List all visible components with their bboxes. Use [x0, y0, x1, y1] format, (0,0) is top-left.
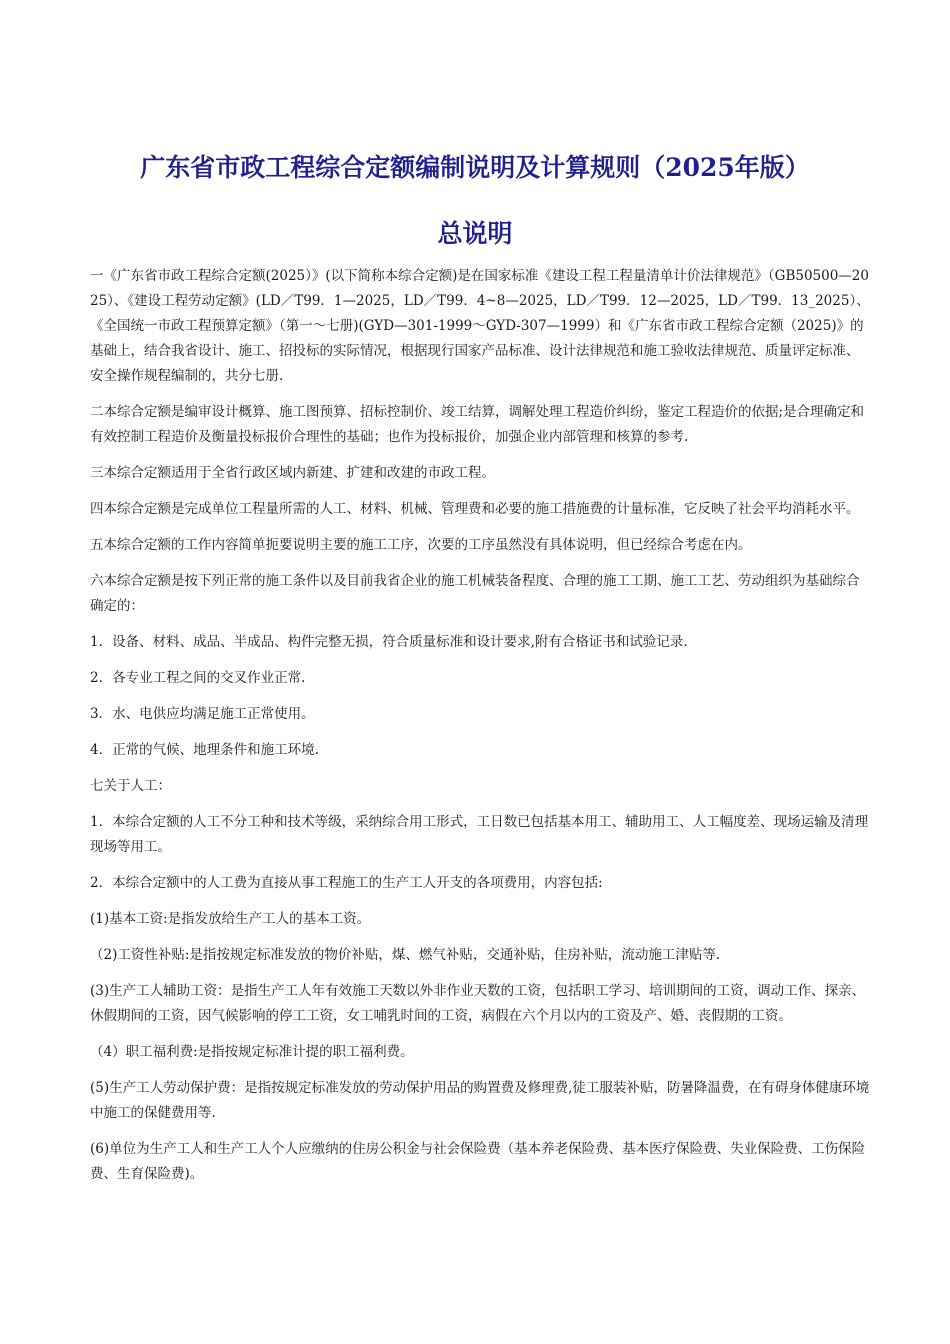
sub-item-5: (5)生产工人劳动保护费：是指按规定标准发放的劳动保护用品的购置费及修理费,徒工服装补贴，防暑降温费，在有碍身体健康环境中施工的保健费用等.	[90, 1080, 870, 1121]
list-item-labor-2: 2．本综合定额中的人工费为直接从事工程施工的生产工人开支的各项费用，内容包括:	[90, 875, 603, 891]
list-item-condition-1: 1．设备、材料、成品、半成品、构件完整无损，符合质量标准和设计要求,附有合格证书和试验记录.	[90, 634, 688, 650]
document-body	[90, 264, 870, 1198]
sub-item-2: （2)工资性补贴:是指按规定标准发放的物价补贴，煤、燃气补贴，交通补贴，住房补贴，流动施工津贴等.	[90, 947, 721, 963]
paragraph-5: 五本综合定额的工作内容简单扼要说明主要的施工工序，次要的工序虽然没有具体说明，但已经综合考虑在内。	[90, 537, 752, 553]
list-item-condition-3: 3．水、电供应均满足施工正常使用。	[90, 706, 315, 722]
sub-item-6: (6)单位为生产工人和生产工人个人应缴纳的住房公积金与社会保险费（基本养老保险费、基本医疗保险费、失业保险费、工伤保险费、生育保险费)。	[90, 1141, 866, 1182]
list-item-condition-4: 4．正常的气候、地理条件和施工环境.	[90, 742, 319, 758]
sub-item-4: （4）职工福利费:是指按规定标准计提的职工福利费。	[90, 1044, 414, 1060]
sub-item-1: (1)基本工资:是指发放给生产工人的基本工资。	[90, 911, 371, 927]
paragraph-2: 二本综合定额是编审设计概算、施工图预算、招标控制价、竣工结算，调解处理工程造价纠纷，鉴定工程造价的依据;是合理确定和有效控制工程造价及衡量投标报价合理性的基础；也作为投标报价，加强企业内部管理和核算的参考.	[90, 404, 865, 445]
paragraph-7: 七关于人工：	[90, 778, 171, 794]
list-item-labor-1: 1．本综合定额的人工不分工种和技术等级，采纳综合用工形式，工日数已包括基本用工、辅助用工、人工幅度差、现场运输及清理现场等用工。	[90, 814, 869, 855]
list-item-condition-2: 2．各专业工程之间的交叉作业正常.	[90, 670, 306, 686]
paragraph-3: 三本综合定额适用于全省行政区域内新建、扩建和改建的市政工程。	[90, 465, 495, 481]
sub-item-3: (3)生产工人辅助工资：是指生产工人年有效施工天数以外非作业天数的工资，包括职工学习、培训期间的工资，调动工作、探亲、休假期间的工资，因气候影响的停工工资，女工哺乳时间的工资，病假在六个月以内的工资及产、婚、丧假期的工资。	[90, 983, 866, 1024]
paragraph-4: 四本综合定额是完成单位工程量所需的人工、材料、机械、管理费和必要的施工措施费的计量标准，它反映了社会平均消耗水平。	[90, 501, 860, 517]
paragraph-6: 六本综合定额是按下列正常的施工条件以及目前我省企业的施工机械装备程度、合理的施工工期、施工工艺、劳动组织为基础综合确定的：	[90, 573, 860, 614]
section-heading: 总说明	[437, 219, 513, 248]
paragraph-1: 一《广东省市政工程综合定额(2025）》(以下简称本综合定额)是在国家标准《建设工程工程量清单计价法律规范》（GB50500—2025）、《建设工程劳动定额》(LD／T99．1—2025，LD／T99．4~8—2025，LD／T99．12—2025，LD／T99．13_2025）、《全国统一市政工程预算定额》（第一～七册)(GYD—301-1999～GYD-307—1999）和《广东省市政工程综合定额（2025)》的基础上，结合我省设计、施工、招投标的实际情况，根据现行国家产品标准、设计法律规范和施工验收法律规范、质量评定标准、安全操作规程编制的，共分七册.	[90, 268, 870, 384]
document-title: 广东省市政工程综合定额编制说明及计算规则（2025年版）	[140, 153, 810, 182]
